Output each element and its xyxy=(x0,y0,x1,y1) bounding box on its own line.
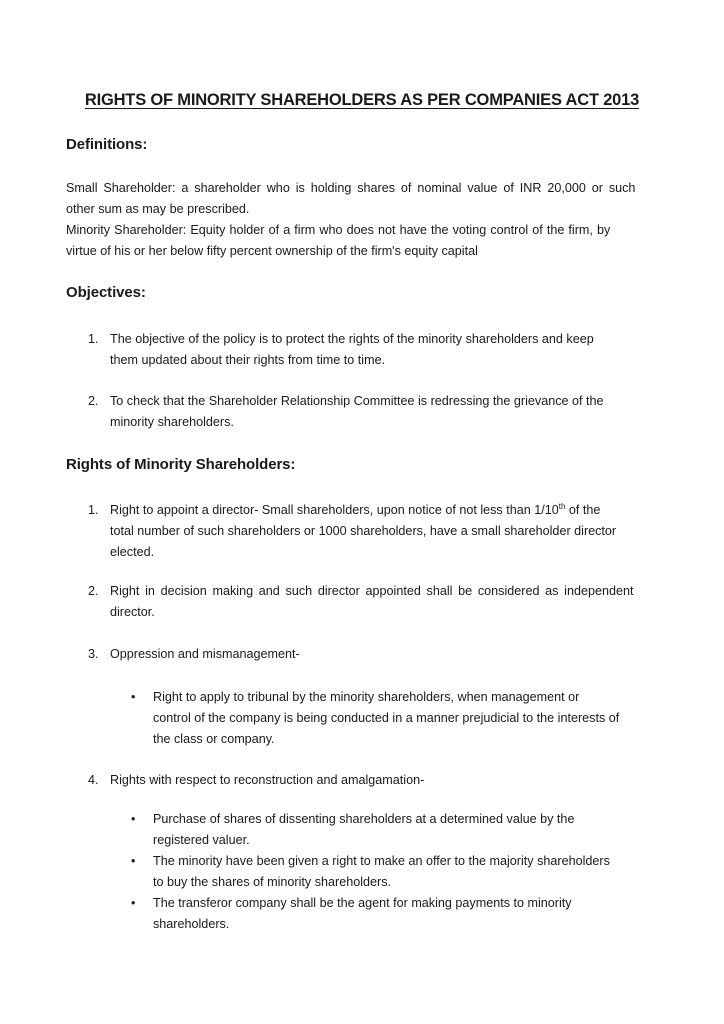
bullet-icon: • xyxy=(131,812,136,826)
right-4-bullet-2-line-2: to buy the shares of minority shareholders. xyxy=(153,875,392,889)
objective-2 xyxy=(110,391,604,433)
right-4-bullet-1 xyxy=(153,809,574,851)
right-2-line-2: director. xyxy=(110,605,155,619)
right-2-number: 2. xyxy=(88,584,99,598)
right-3-number: 3. xyxy=(88,647,99,661)
right-4-bullet-3-line-2: shareholders. xyxy=(153,917,230,931)
right-1-line-1-text: Right to appoint a director- Small shareholders, upon notice of not less than 1/10 xyxy=(110,503,559,517)
right-1-line-2: total number of such shareholders or 1000 shareholders, have a small shareholder director xyxy=(110,524,617,538)
right-3-bullet-1-line-2: control of the company is being conducted in a manner prejudicial to the interests of xyxy=(153,711,620,725)
definitions-heading: Definitions: xyxy=(66,136,148,153)
right-1-line-1-tail: of the xyxy=(565,503,601,517)
bullet-icon: • xyxy=(131,896,136,910)
definitions-paragraph xyxy=(66,178,658,262)
right-2 xyxy=(110,581,658,623)
right-4-bullet-3-line-1: The transferor company shall be the agent for making payments to minority xyxy=(153,896,572,910)
right-1-line-3: elected. xyxy=(110,545,155,559)
right-4-bullet-3 xyxy=(153,893,572,935)
objective-2-line-1: To check that the Shareholder Relationship Committee is redressing the grievance of the xyxy=(110,394,604,408)
right-3 xyxy=(110,644,300,665)
small-shareholder-definition-line-1: Small Shareholder: a shareholder who is holding shares of nominal value of INR 20,000 or such xyxy=(66,181,636,195)
objective-1-number: 1. xyxy=(88,332,99,346)
right-3-bullet-1-line-3: the class or company. xyxy=(153,732,275,746)
right-4-line-1: Rights with respect to reconstruction and amalgamation- xyxy=(110,773,425,787)
minority-shareholder-definition-line-1: Minority Shareholder: Equity holder of a firm who does not have the voting control of the firm, by xyxy=(66,223,611,237)
rights-heading: Rights of Minority Shareholders: xyxy=(66,456,296,473)
bullet-icon: • xyxy=(131,854,136,868)
objective-2-number: 2. xyxy=(88,394,99,408)
document-title: RIGHTS OF MINORITY SHAREHOLDERS AS PER COMPANIES ACT 2013 xyxy=(84,91,640,109)
small-shareholder-definition-line-2: other sum as may be prescribed. xyxy=(66,202,250,216)
right-1-number: 1. xyxy=(88,503,99,517)
right-4-bullet-2 xyxy=(153,851,610,893)
right-4-bullet-2-line-1: The minority have been given a right to make an offer to the majority shareholders xyxy=(153,854,610,868)
right-3-line-1: Oppression and mismanagement- xyxy=(110,647,300,661)
right-2-line-1: Right in decision making and such director appointed shall be considered as independent xyxy=(110,584,634,598)
objective-2-line-2: minority shareholders. xyxy=(110,415,234,429)
objectives-heading: Objectives: xyxy=(66,284,146,301)
right-3-bullet-1-line-1: Right to apply to tribunal by the minority shareholders, when management or xyxy=(153,690,580,704)
right-4-bullet-1-line-1: Purchase of shares of dissenting shareholders at a determined value by the xyxy=(153,812,575,826)
objective-1-line-2: them updated about their rights from time to time. xyxy=(110,353,386,367)
objective-1 xyxy=(110,329,594,371)
right-1 xyxy=(110,500,616,563)
ordinal-superscript: th xyxy=(558,502,566,511)
right-4-bullet-1-line-2: registered valuer. xyxy=(153,833,250,847)
right-1-line-1 xyxy=(110,500,616,521)
right-4-number: 4. xyxy=(88,773,99,787)
right-3-bullet-1 xyxy=(153,687,619,750)
minority-shareholder-definition-line-2: virtue of his or her below fifty percent ownership of the firm's equity capital xyxy=(66,244,478,258)
objective-1-line-1: The objective of the policy is to protect the rights of the minority shareholders and keep xyxy=(110,332,594,346)
bullet-icon: • xyxy=(131,690,136,704)
right-4 xyxy=(110,770,424,791)
